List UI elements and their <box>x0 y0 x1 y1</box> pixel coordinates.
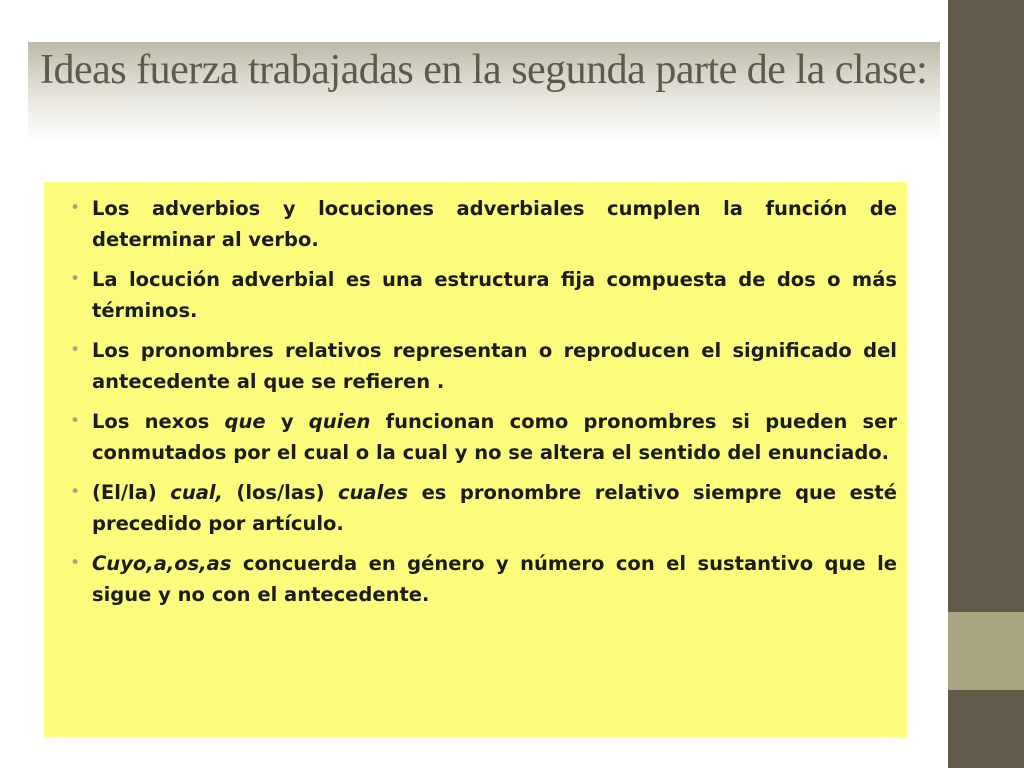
bullet-text-part: (los/las) <box>222 481 338 504</box>
bullet-icon: • <box>70 269 81 289</box>
bullet-text-italic: que <box>224 410 266 433</box>
content-box <box>44 182 907 737</box>
bullet-item <box>66 406 897 468</box>
bullet-item <box>66 264 897 326</box>
bullet-icon: • <box>70 553 81 573</box>
bullet-text-part: concuerda en género y número con el sustantivo que le sigue y no con el antecedente. <box>92 552 897 606</box>
bullet-text-italic: Cuyo,a,os,as <box>92 552 232 575</box>
right-band-top <box>948 0 1024 612</box>
bullet-item <box>66 335 897 397</box>
bullet-text-italic: quien <box>308 410 371 433</box>
bullet-text: Los adverbios y locuciones adverbiales cumplen la función de determinar al verbo. <box>92 197 897 251</box>
bullet-item <box>66 548 897 610</box>
bullet-icon: • <box>70 411 81 431</box>
bullet-text-part: Los nexos <box>92 410 225 433</box>
bullet-text: Los pronombres relativos representan o reproducen el significado del antecedente al que se refieren . <box>92 339 897 393</box>
bullet-icon: • <box>70 340 81 360</box>
bullet-text-part: y <box>265 410 309 433</box>
bullet-item <box>66 477 897 539</box>
slide-title: Ideas fuerza trabajadas en la segunda parte de la clase: <box>40 47 928 93</box>
bullet-text-part: funcionan como pronombres si pueden ser conmutados por el cual o la cual y no se altera el sentido del enunciado. <box>92 410 897 464</box>
bullet-text-part: es pronombre relativo siempre que esté precedido por artículo. <box>92 481 897 535</box>
bullet-text-italic: cual, <box>170 481 223 504</box>
right-band-middle <box>948 612 1024 690</box>
bullet-item <box>66 193 897 255</box>
bullet-text-italic: cuales <box>337 481 409 504</box>
bullet-text-part: (El/la) <box>92 481 171 504</box>
right-band-bottom <box>948 690 1024 768</box>
bullet-icon: • <box>70 482 81 502</box>
bullet-icon: • <box>70 198 81 218</box>
bullet-list <box>66 193 897 610</box>
bullet-text: La locución adverbial es una estructura fija compuesta de dos o más términos. <box>92 268 897 322</box>
